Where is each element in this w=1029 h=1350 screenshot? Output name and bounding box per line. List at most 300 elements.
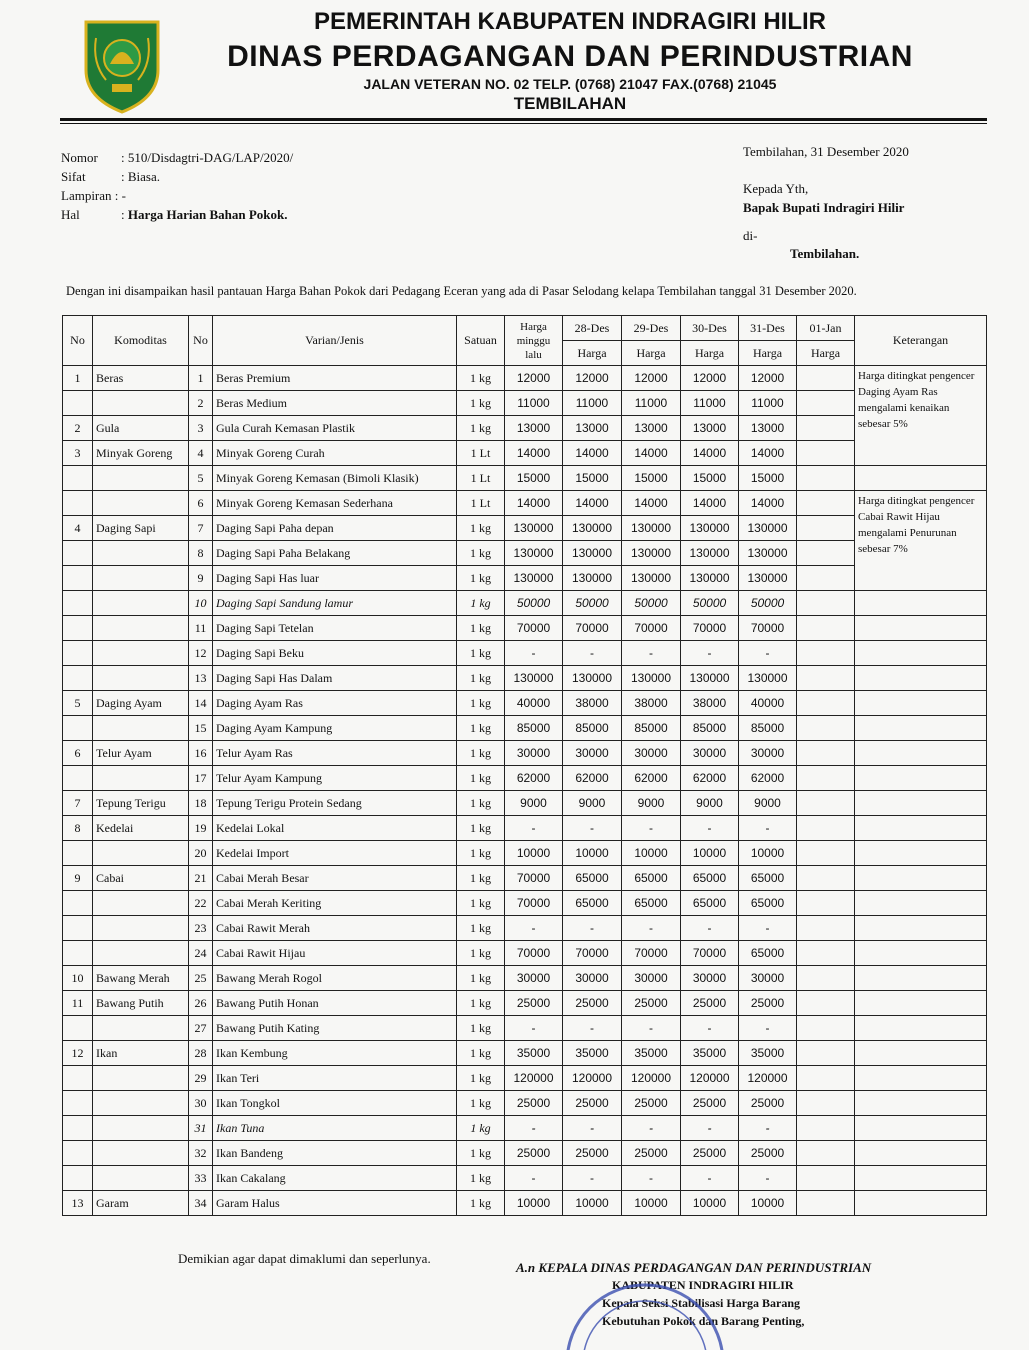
- row-no: 4: [63, 516, 93, 541]
- row-satuan: 1 Lt: [457, 441, 505, 466]
- row-price-6: [797, 716, 855, 741]
- table-row: [63, 816, 987, 841]
- row-price-3: 38000: [622, 691, 681, 716]
- row-varian: Tepung Terigu Protein Sedang: [213, 791, 457, 816]
- row-komoditas: Beras: [93, 366, 189, 391]
- row-satuan: 1 kg: [457, 891, 505, 916]
- row-price-2: -: [563, 641, 622, 666]
- row-varian: Daging Sapi Paha depan: [213, 516, 457, 541]
- row-price-4: 65000: [681, 866, 739, 891]
- row-price-4: 130000: [681, 541, 739, 566]
- letterhead-government: PEMERINTAH KABUPATEN INDRAGIRI HILIR: [314, 8, 826, 35]
- row-no: 7: [63, 791, 93, 816]
- row-price-4: 85000: [681, 716, 739, 741]
- row-komoditas: [93, 1116, 189, 1141]
- row-no: [63, 1116, 93, 1141]
- sifat-label: Sifat: [61, 169, 86, 184]
- row-komoditas: [93, 941, 189, 966]
- signature-title: A.n KEPALA DINAS PERDAGANGAN DAN PERINDUSTRIAN: [516, 1260, 872, 1275]
- row-satuan: 1 kg: [457, 616, 505, 641]
- row-price-2: -: [563, 916, 622, 941]
- row-item-no: 17: [189, 766, 213, 791]
- row-komoditas: Cabai: [93, 866, 189, 891]
- row-satuan: 1 kg: [457, 1016, 505, 1041]
- row-price-2: -: [563, 816, 622, 841]
- row-price-4: 65000: [681, 891, 739, 916]
- row-satuan: 1 kg: [457, 916, 505, 941]
- signature-regency: KABUPATEN INDRAGIRI HILIR: [612, 1278, 794, 1292]
- closing-text: Demikian agar dapat dimaklumi dan seperlunya.: [178, 1251, 431, 1266]
- row-varian: Daging Sapi Beku: [213, 641, 457, 666]
- col-keterangan: Keterangan: [855, 316, 987, 366]
- row-no: 6: [63, 741, 93, 766]
- row-price-4: 130000: [681, 566, 739, 591]
- row-no: 12: [63, 1041, 93, 1066]
- row-varian: Daging Ayam Ras: [213, 691, 457, 716]
- row-no: 9: [63, 866, 93, 891]
- row-price-1: 70000: [505, 891, 563, 916]
- row-varian: Daging Sapi Paha Belakang: [213, 541, 457, 566]
- row-price-5: -: [739, 916, 797, 941]
- row-price-5: 25000: [739, 991, 797, 1016]
- row-price-3: -: [622, 641, 681, 666]
- row-price-4: 13000: [681, 416, 739, 441]
- row-no: [63, 491, 93, 516]
- row-satuan: 1 kg: [457, 1166, 505, 1191]
- row-price-1: 35000: [505, 1041, 563, 1066]
- row-price-1: 9000: [505, 791, 563, 816]
- table-row: [63, 741, 987, 766]
- table-row: [63, 1141, 987, 1166]
- row-price-3: 14000: [622, 441, 681, 466]
- row-price-3: 130000: [622, 566, 681, 591]
- row-varian: Daging Sapi Sandung lamur: [213, 591, 457, 616]
- row-satuan: 1 kg: [457, 391, 505, 416]
- row-price-4: 10000: [681, 1191, 739, 1216]
- row-price-2: 38000: [563, 691, 622, 716]
- table-header: [63, 316, 987, 366]
- row-price-4: 30000: [681, 966, 739, 991]
- row-price-3: 25000: [622, 1091, 681, 1116]
- note-empty: [855, 766, 987, 791]
- table-row: [63, 1191, 987, 1216]
- note-empty: [855, 841, 987, 866]
- row-price-5: 65000: [739, 866, 797, 891]
- row-price-2: 62000: [563, 766, 622, 791]
- row-item-no: 7: [189, 516, 213, 541]
- row-no: [63, 941, 93, 966]
- row-item-no: 18: [189, 791, 213, 816]
- row-komoditas: Daging Ayam: [93, 691, 189, 716]
- col-harga-minggu-lalu: Harga minggu lalu: [505, 316, 563, 366]
- row-varian: Kedelai Import: [213, 841, 457, 866]
- row-item-no: 27: [189, 1016, 213, 1041]
- row-price-1: 70000: [505, 941, 563, 966]
- row-item-no: 32: [189, 1141, 213, 1166]
- table-row: [63, 791, 987, 816]
- table-row: [63, 941, 987, 966]
- row-item-no: 33: [189, 1166, 213, 1191]
- row-varian: Bawang Putih Honan: [213, 991, 457, 1016]
- row-price-6: [797, 666, 855, 691]
- letterhead-agency: DINAS PERDAGANGAN DAN PERINDUSTRIAN: [227, 40, 913, 73]
- table-row: [63, 1091, 987, 1116]
- row-varian: Beras Medium: [213, 391, 457, 416]
- row-price-6: [797, 416, 855, 441]
- row-price-6: [797, 1091, 855, 1116]
- row-item-no: 6: [189, 491, 213, 516]
- row-no: [63, 591, 93, 616]
- row-price-2: 30000: [563, 741, 622, 766]
- col-harga-5: Harga: [797, 341, 855, 366]
- row-price-1: 130000: [505, 666, 563, 691]
- row-item-no: 28: [189, 1041, 213, 1066]
- row-price-1: 62000: [505, 766, 563, 791]
- row-price-3: 11000: [622, 391, 681, 416]
- table-body: [63, 366, 987, 1216]
- row-satuan: 1 kg: [457, 641, 505, 666]
- row-price-3: 85000: [622, 716, 681, 741]
- table-row: [63, 566, 987, 591]
- row-komoditas: [93, 891, 189, 916]
- row-item-no: 13: [189, 666, 213, 691]
- row-satuan: 1 kg: [457, 991, 505, 1016]
- table-row: [63, 441, 987, 466]
- row-price-6: [797, 466, 855, 491]
- row-satuan: 1 kg: [457, 516, 505, 541]
- row-item-no: 2: [189, 391, 213, 416]
- row-no: [63, 641, 93, 666]
- row-price-4: 50000: [681, 591, 739, 616]
- note-empty: [855, 716, 987, 741]
- row-price-1: 85000: [505, 716, 563, 741]
- row-price-4: 70000: [681, 941, 739, 966]
- col-harga-3: Harga: [681, 341, 739, 366]
- row-price-5: 10000: [739, 841, 797, 866]
- row-price-4: 15000: [681, 466, 739, 491]
- letterhead-rule-thin: [60, 123, 987, 124]
- row-price-5: 50000: [739, 591, 797, 616]
- signature-position-2: Kebutuhan Pokok dan Barang Penting,: [602, 1314, 805, 1328]
- row-price-4: 12000: [681, 366, 739, 391]
- row-komoditas: [93, 916, 189, 941]
- row-price-1: 15000: [505, 466, 563, 491]
- row-price-5: 62000: [739, 766, 797, 791]
- row-no: 8: [63, 816, 93, 841]
- row-price-1: -: [505, 1116, 563, 1141]
- row-price-1: 13000: [505, 416, 563, 441]
- row-price-3: -: [622, 1016, 681, 1041]
- note-empty: [855, 816, 987, 841]
- row-price-1: 30000: [505, 741, 563, 766]
- col-varian: Varian/Jenis: [213, 316, 457, 366]
- row-komoditas: Kedelai: [93, 816, 189, 841]
- row-price-6: [797, 766, 855, 791]
- row-komoditas: [93, 1166, 189, 1191]
- table-row: [63, 391, 987, 416]
- row-price-4: 14000: [681, 441, 739, 466]
- row-price-1: -: [505, 641, 563, 666]
- row-no: [63, 616, 93, 641]
- row-price-5: 25000: [739, 1091, 797, 1116]
- row-no: 2: [63, 416, 93, 441]
- row-satuan: 1 kg: [457, 1116, 505, 1141]
- note-empty: [855, 1016, 987, 1041]
- note-empty: [855, 591, 987, 616]
- letter-meta: [61, 148, 293, 224]
- row-price-6: [797, 391, 855, 416]
- row-komoditas: [93, 1016, 189, 1041]
- row-price-5: 25000: [739, 1141, 797, 1166]
- col-harga-1: Harga: [563, 341, 622, 366]
- row-komoditas: Bawang Merah: [93, 966, 189, 991]
- note-empty: [855, 641, 987, 666]
- table-row: [63, 366, 987, 391]
- row-price-2: 120000: [563, 1066, 622, 1091]
- row-no: 10: [63, 966, 93, 991]
- row-satuan: 1 kg: [457, 366, 505, 391]
- row-price-4: 35000: [681, 1041, 739, 1066]
- row-price-5: 70000: [739, 616, 797, 641]
- row-price-6: [797, 1066, 855, 1091]
- row-varian: Daging Ayam Kampung: [213, 716, 457, 741]
- row-item-no: 34: [189, 1191, 213, 1216]
- row-item-no: 31: [189, 1116, 213, 1141]
- note-empty: [855, 666, 987, 691]
- row-price-3: -: [622, 816, 681, 841]
- row-price-5: 13000: [739, 416, 797, 441]
- row-no: [63, 1166, 93, 1191]
- row-satuan: 1 kg: [457, 1041, 505, 1066]
- table-row: [63, 691, 987, 716]
- note-cabai-rawit: Harga ditingkat pengencer Cabai Rawit Hijau mengalami Penurunan sebesar 7%: [855, 491, 987, 591]
- row-varian: Daging Sapi Has luar: [213, 566, 457, 591]
- row-price-4: -: [681, 1166, 739, 1191]
- note-ayam-ras: Harga ditingkat pengencer Daging Ayam Ras mengalami kenaikan sebesar 5%: [855, 366, 987, 466]
- row-price-2: 10000: [563, 1191, 622, 1216]
- row-komoditas: [93, 1141, 189, 1166]
- col-harga-4: Harga: [739, 341, 797, 366]
- row-varian: Telur Ayam Ras: [213, 741, 457, 766]
- row-price-2: -: [563, 1116, 622, 1141]
- row-no: [63, 666, 93, 691]
- row-komoditas: [93, 591, 189, 616]
- row-satuan: 1 kg: [457, 716, 505, 741]
- row-komoditas: Bawang Putih: [93, 991, 189, 1016]
- row-price-2: 15000: [563, 466, 622, 491]
- table-row: [63, 516, 987, 541]
- row-price-1: -: [505, 1166, 563, 1191]
- row-varian: Cabai Merah Besar: [213, 866, 457, 891]
- table-row: [63, 466, 987, 491]
- sifat-value: : Biasa.: [121, 169, 160, 184]
- row-price-3: 15000: [622, 466, 681, 491]
- row-varian: Beras Premium: [213, 366, 457, 391]
- nomor-value: : 510/Disdagtri-DAG/LAP/2020/: [121, 150, 294, 165]
- row-price-4: 120000: [681, 1066, 739, 1091]
- row-price-5: 14000: [739, 491, 797, 516]
- row-price-5: 11000: [739, 391, 797, 416]
- row-price-4: 38000: [681, 691, 739, 716]
- row-item-no: 12: [189, 641, 213, 666]
- row-varian: Minyak Goreng Kemasan Sederhana: [213, 491, 457, 516]
- row-varian: Ikan Teri: [213, 1066, 457, 1091]
- row-price-3: 65000: [622, 891, 681, 916]
- row-price-5: 65000: [739, 941, 797, 966]
- row-price-1: 130000: [505, 516, 563, 541]
- note-empty: [855, 691, 987, 716]
- row-varian: Minyak Goreng Kemasan (Bimoli Klasik): [213, 466, 457, 491]
- row-price-5: -: [739, 1166, 797, 1191]
- row-price-5: -: [739, 1016, 797, 1041]
- row-komoditas: Gula: [93, 416, 189, 441]
- row-price-3: 14000: [622, 491, 681, 516]
- row-item-no: 25: [189, 966, 213, 991]
- row-komoditas: Minyak Goreng: [93, 441, 189, 466]
- row-price-4: 9000: [681, 791, 739, 816]
- row-price-4: -: [681, 1016, 739, 1041]
- note-empty: [855, 1166, 987, 1191]
- table-row: [63, 491, 987, 516]
- table-row: [63, 1116, 987, 1141]
- row-varian: Bawang Merah Rogol: [213, 966, 457, 991]
- table-row: [63, 1066, 987, 1091]
- row-varian: Ikan Cakalang: [213, 1166, 457, 1191]
- row-price-3: 62000: [622, 766, 681, 791]
- table-row: [63, 916, 987, 941]
- row-price-6: [797, 741, 855, 766]
- row-price-2: 25000: [563, 1141, 622, 1166]
- row-komoditas: [93, 716, 189, 741]
- row-komoditas: [93, 466, 189, 491]
- table-row: [63, 591, 987, 616]
- row-satuan: 1 kg: [457, 666, 505, 691]
- row-price-6: [797, 1166, 855, 1191]
- row-price-3: 130000: [622, 541, 681, 566]
- table-row: [63, 641, 987, 666]
- note-empty: [855, 991, 987, 1016]
- row-no: [63, 1091, 93, 1116]
- note-empty: [855, 1116, 987, 1141]
- row-price-4: -: [681, 1116, 739, 1141]
- note-empty: [855, 866, 987, 891]
- note-empty: [855, 616, 987, 641]
- row-price-4: 130000: [681, 516, 739, 541]
- row-satuan: 1 kg: [457, 841, 505, 866]
- row-komoditas: [93, 566, 189, 591]
- letterhead-city: TEMBILAHAN: [513, 94, 627, 113]
- row-no: [63, 541, 93, 566]
- row-price-6: [797, 1041, 855, 1066]
- row-komoditas: [93, 666, 189, 691]
- row-price-3: 30000: [622, 966, 681, 991]
- row-price-5: 12000: [739, 366, 797, 391]
- row-price-4: -: [681, 641, 739, 666]
- table-row: [63, 1016, 987, 1041]
- row-price-6: [797, 691, 855, 716]
- row-item-no: 22: [189, 891, 213, 916]
- row-komoditas: [93, 616, 189, 641]
- note-empty: [855, 941, 987, 966]
- row-no: [63, 1141, 93, 1166]
- row-item-no: 3: [189, 416, 213, 441]
- row-price-1: 25000: [505, 991, 563, 1016]
- recipient-greeting: Kepada Yth,: [743, 181, 809, 196]
- row-varian: Ikan Tuna: [213, 1116, 457, 1141]
- row-price-4: -: [681, 816, 739, 841]
- row-satuan: 1 kg: [457, 691, 505, 716]
- row-varian: Cabai Rawit Merah: [213, 916, 457, 941]
- row-no: [63, 1066, 93, 1091]
- row-varian: Ikan Kembung: [213, 1041, 457, 1066]
- row-satuan: 1 kg: [457, 941, 505, 966]
- row-varian: Cabai Merah Keriting: [213, 891, 457, 916]
- row-price-5: 30000: [739, 741, 797, 766]
- row-price-2: 85000: [563, 716, 622, 741]
- row-no: [63, 766, 93, 791]
- recipient-name: Bapak Bupati Indragiri Hilir: [743, 200, 905, 215]
- row-price-5: 30000: [739, 966, 797, 991]
- row-satuan: 1 kg: [457, 791, 505, 816]
- row-price-3: 10000: [622, 841, 681, 866]
- row-price-6: [797, 1116, 855, 1141]
- row-price-5: 130000: [739, 541, 797, 566]
- row-price-2: 25000: [563, 1091, 622, 1116]
- row-price-5: 40000: [739, 691, 797, 716]
- col-date-4: 31-Des: [739, 316, 797, 341]
- row-item-no: 20: [189, 841, 213, 866]
- row-price-6: [797, 641, 855, 666]
- table-row: [63, 1041, 987, 1066]
- row-no: [63, 566, 93, 591]
- note-empty: [855, 916, 987, 941]
- row-item-no: 15: [189, 716, 213, 741]
- row-price-1: 70000: [505, 866, 563, 891]
- row-satuan: 1 kg: [457, 416, 505, 441]
- row-price-6: [797, 916, 855, 941]
- col-date-1: 28-Des: [563, 316, 622, 341]
- row-item-no: 8: [189, 541, 213, 566]
- recipient-di: di-: [743, 228, 758, 243]
- note-empty: [855, 891, 987, 916]
- row-komoditas: Daging Sapi: [93, 516, 189, 541]
- row-price-6: [797, 841, 855, 866]
- row-price-3: 12000: [622, 366, 681, 391]
- row-price-6: [797, 866, 855, 891]
- row-no: [63, 391, 93, 416]
- row-komoditas: [93, 766, 189, 791]
- row-komoditas: Garam: [93, 1191, 189, 1216]
- row-item-no: 14: [189, 691, 213, 716]
- row-price-5: 130000: [739, 566, 797, 591]
- row-price-2: -: [563, 1166, 622, 1191]
- row-price-4: 25000: [681, 991, 739, 1016]
- row-varian: Cabai Rawit Hijau: [213, 941, 457, 966]
- hal-value: Harga Harian Bahan Pokok.: [127, 207, 288, 222]
- row-item-no: 19: [189, 816, 213, 841]
- row-komoditas: Telur Ayam: [93, 741, 189, 766]
- row-item-no: 30: [189, 1091, 213, 1116]
- row-komoditas: Ikan: [93, 1041, 189, 1066]
- row-price-6: [797, 1016, 855, 1041]
- row-price-3: 70000: [622, 941, 681, 966]
- row-varian: Minyak Goreng Curah: [213, 441, 457, 466]
- recipient-city: Tembilahan.: [790, 246, 860, 261]
- row-price-3: 13000: [622, 416, 681, 441]
- row-item-no: 16: [189, 741, 213, 766]
- row-price-6: [797, 1141, 855, 1166]
- regency-emblem-logo: [82, 18, 162, 114]
